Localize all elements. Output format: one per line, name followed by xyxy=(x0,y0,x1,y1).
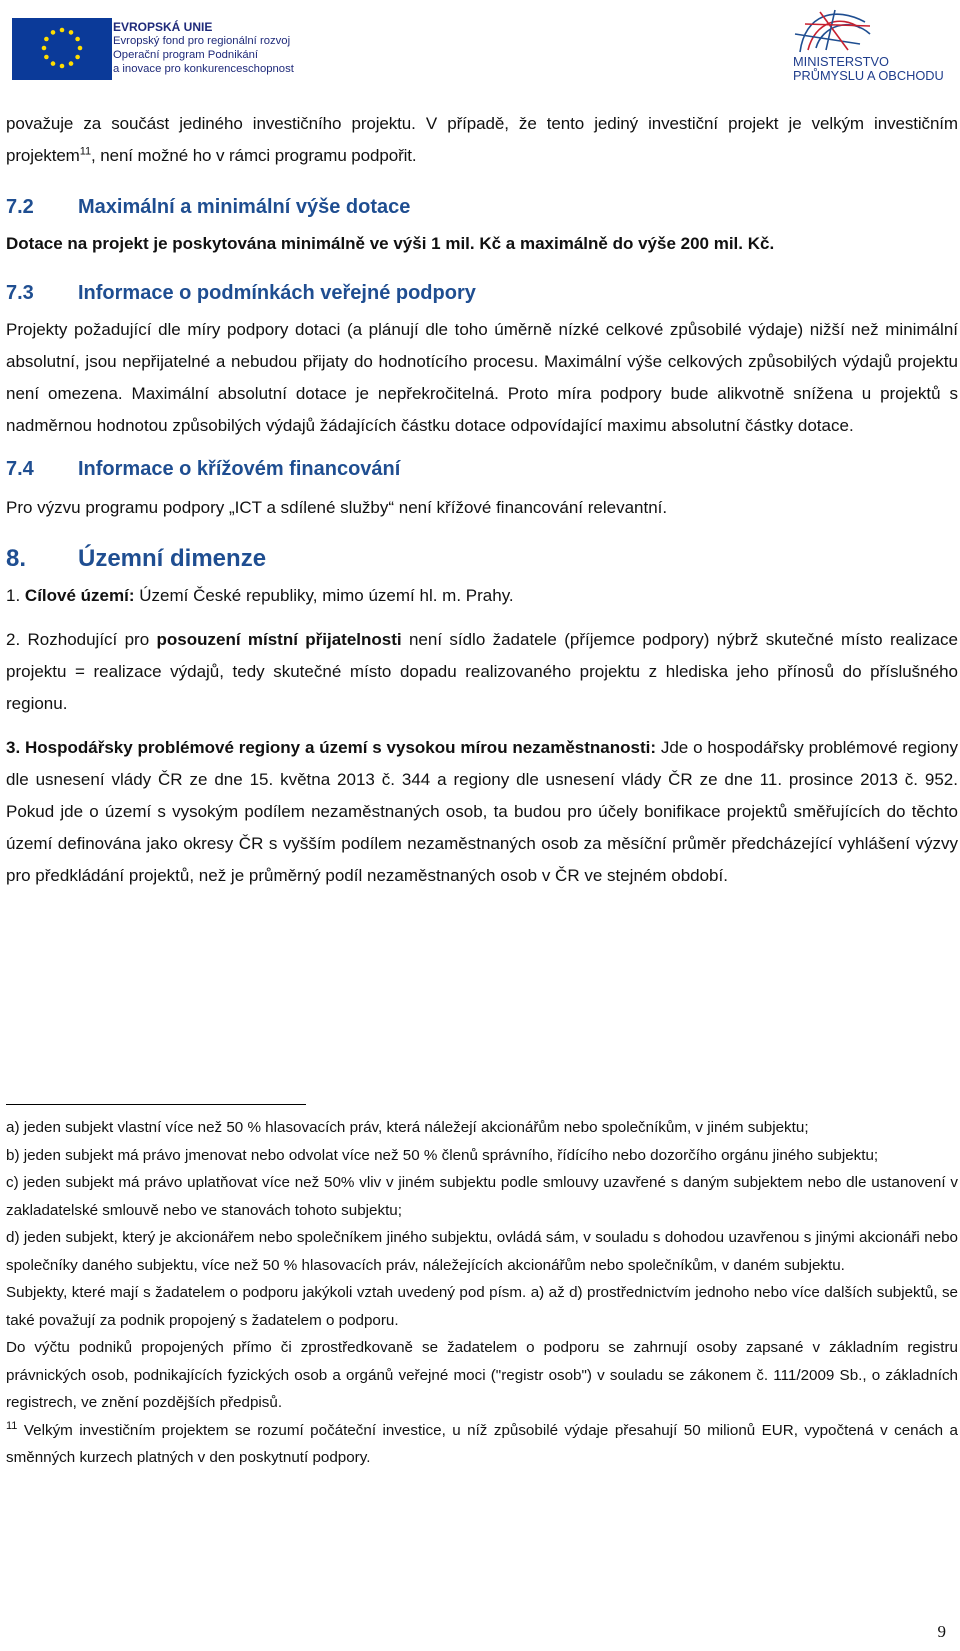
ministry-line-2: PRŮMYSLU A OBCHODU xyxy=(793,68,944,83)
footnote-number: 11 xyxy=(6,1419,18,1432)
intro-text-a: považuje za součást jediného investičního projektu. V případě, že tento jediný investiční projekt je velkým investičním projektem xyxy=(6,114,958,165)
footnote-f: Do výčtu podniků propojených přímo či zprostředkovaně se žadatelem o podporu se zahrnují osoby zapsané v základním registru právnických osob, podnikajících fyzických osob a orgánů veřejné moci ("registr osob") v souladu se zákonem č. 111/2009 Sb., o základních registrech, ve znění pozdějších předpisů. xyxy=(6,1339,958,1411)
point-1-text: Území České republiky, mimo území hl. m. Prahy. xyxy=(134,586,514,605)
footnote-11-text: Velkým investičním projektem se rozumí počáteční investice, u níž způsobilé výdaje přesahují 50 milionů EUR, vypočtená v cenách a směnných kurzech platných v den poskytnutí podpory. xyxy=(6,1421,958,1466)
section-title: Informace o křížovém financování xyxy=(78,458,401,480)
ministry-logo-text xyxy=(793,55,944,83)
footnote-separator xyxy=(6,1104,306,1105)
main-content xyxy=(6,108,958,892)
eu-line-3: Operační program Podnikání xyxy=(113,49,259,61)
footnote-b: b) jeden subjekt má právo jmenovat nebo odvolat více než 50 % členů správního, řídícího nebo dozorčího orgánu jiného subjektu; xyxy=(6,1146,879,1164)
eu-line-4: a inovace pro konkurenceschopnost xyxy=(113,63,294,75)
footnote-c: c) jeden subjekt má právo uplatňovat více než 50% vliv v jiném subjektu podle smlouvy uzavřené s daným subjektem nebo dle ustanovení v zakladatelské smlouvě nebo ve stanovách tohoto subjektu; xyxy=(6,1174,958,1219)
eu-flag-icon xyxy=(12,18,112,80)
point-3-bold: 3. Hospodářsky problémové regiony a území s vysokou mírou nezaměstnanosti: xyxy=(6,738,656,757)
section-number: 7.4 xyxy=(6,458,34,480)
section-8-heading xyxy=(6,542,958,576)
section-7-3-heading xyxy=(6,278,958,308)
point-1-bold: Cílové území: xyxy=(24,586,135,605)
footnote-11 xyxy=(6,1417,958,1472)
section-7-2-heading xyxy=(6,192,958,222)
eu-logo-text xyxy=(113,20,294,76)
footnote-e: Subjekty, které mají s žadatelem o podporu jakýkoli vztah uvedený pod písm. a) až d) prostřednictvím jednoho nebo více dalších subjektů, se také považují za podnik propojený s žadatelem o podporu. xyxy=(6,1284,958,1329)
section-number: 7.2 xyxy=(6,196,34,218)
section-7-4-text: Pro výzvu programu podpory „ICT a sdílené služby“ není křížové financování relevantní. xyxy=(6,498,668,517)
footnote-d: d) jeden subjekt, který je akcionářem nebo společníkem jiného subjektu, ovládá sám, v souladu s dohodou uzavřenou s jinými akcionáři nebo společníky daného subjektu, více než 50 % hlasovacích práv, náležejících akcionářům nebo společníkům, v daném subjektu. xyxy=(6,1229,958,1274)
page-header xyxy=(0,0,960,95)
eu-line-1: EVROPSKÁ UNIE xyxy=(113,20,213,34)
section-title: Maximální a minimální výše dotace xyxy=(78,196,411,218)
section-number: 8. xyxy=(6,545,27,572)
footnote-ref-11: 11 xyxy=(79,145,91,158)
intro-text-b: , není možné ho v rámci programu podpořit. xyxy=(90,146,417,165)
eu-line-2: Evropský fond pro regionální rozvoj xyxy=(113,35,291,47)
point-number: 1. xyxy=(6,586,21,605)
point-2 xyxy=(6,624,958,720)
footnote-a: a) jeden subjekt vlastní více než 50 % hlasovacích práv, která náležejí akcionářům nebo společníkům, v jiném subjektu; xyxy=(6,1119,809,1136)
point-1 xyxy=(6,580,958,612)
point-2-text-a: 2. Rozhodující pro xyxy=(6,630,157,649)
intro-paragraph xyxy=(6,108,958,172)
point-3 xyxy=(6,732,958,892)
section-number: 7.3 xyxy=(6,282,34,304)
section-7-2-text: Dotace na projekt je poskytována minimálně ve výši 1 mil. Kč a maximálně do výše 200 mil. Kč. xyxy=(6,234,775,253)
section-title: Územní dimenze xyxy=(78,545,267,572)
point-3-text: Jde o hospodářsky problémové regiony dle usnesení vlády ČR ze dne 15. května 2013 č. 344 a regiony dle usnesení vlády ČR ze dne 11. prosince 2013 č. 952. Pokud jde o území s vysokým podílem nezaměstnaných osob, ta budou pro účely bonifikace projektů směřujících do těchto území definována jako okresy ČR s vyšším podílem nezaměstnaných osob za měsíční průměr předcházející vyhlášení výzvy pro předkládání projektů, než je průměrný podíl nezaměstnaných osob v ČR ve stejném období. xyxy=(6,738,958,885)
section-7-3-text: Projekty požadující dle míry podpory dotaci (a plánují dle toho úměrně nízké celkové způsobilé výdaje) nižší než minimální absolutní, jsou nepřijatelné a nebudou přijaty do hodnotícího procesu. Maximální výše celkových způsobilých výdajů projektu není omezena. Maximální absolutní dotace je nepřekročitelná. Proto míra podpory bude alikvotně snížena u projektů s nadměrnou hodnotou způsobilých výdajů žádajících částku dotace odpovídající maximu absolutní částky dotace. xyxy=(6,320,958,435)
section-title: Informace o podmínkách veřejné podpory xyxy=(78,282,476,304)
footnotes xyxy=(6,1114,958,1472)
point-2-bold: posouzení místní přijatelnosti xyxy=(156,630,402,649)
page-number: 9 xyxy=(937,1622,946,1641)
section-7-4-heading xyxy=(6,454,958,484)
ministry-line-1: MINISTERSTVO xyxy=(793,54,889,69)
point-2-text-b: není sídlo žadatele (příjemce podpory) nýbrž skutečné místo realizace projektu = realizace výdajů, tedy skutečné místo dopadu realizovaného projektu z hlediska jeho přínosů do příslušného regionu. xyxy=(6,630,958,713)
